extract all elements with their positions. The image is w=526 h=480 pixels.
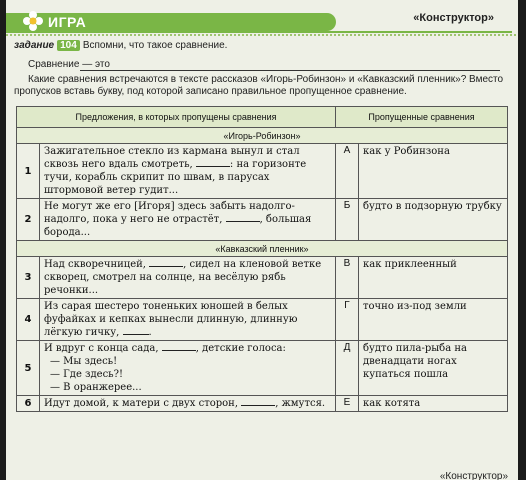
sentence-text: , детские голоса:: [195, 343, 286, 354]
sentence-cell: [40, 396, 336, 412]
option-letter: А: [336, 144, 359, 199]
header-line: [6, 31, 512, 33]
col2-header: Пропущенные сравнения: [336, 107, 508, 128]
option-text: как котята: [359, 396, 508, 412]
sentence-text: Из сарая шестеро тоненьких юношей в белых фуфайках и кепках вынесли длинную, длинную лёгкую гичку,: [44, 301, 298, 338]
option-text: будто в подзорную трубку: [359, 199, 508, 241]
sentence-cell: [40, 341, 336, 396]
sentence-text: Над скворечницей,: [44, 259, 146, 270]
question-text: Какие сравнения встречаются в тексте рассказов «Игорь-Робинзон» и «Кавказский пленник»? Вместо пропусков вставь букву, под которой записано правильное пропущенное сравнение.: [14, 74, 504, 97]
definition-answer-line[interactable]: [80, 70, 500, 71]
row-number: 4: [17, 299, 40, 341]
workbook-page: [6, 0, 518, 480]
sentence-text: Идут домой, к матери с двух сторон,: [44, 398, 239, 409]
row-number: 2: [17, 199, 40, 241]
blank-field[interactable]: [196, 158, 230, 167]
sentence-cell: [40, 257, 336, 299]
sentence-text: , большая борода...: [44, 214, 312, 238]
task-instruction: Вспомни, что такое сравнение.: [82, 40, 228, 51]
flower-icon: [22, 10, 44, 32]
option-letter: Е: [336, 396, 359, 412]
col1-header: Предложения, в которых пропущены сравнения: [17, 107, 336, 128]
blank-field[interactable]: [241, 397, 275, 406]
blank-field[interactable]: [162, 342, 196, 351]
sentence-text: Не могут же его [Игоря] здесь забыть надолго-надолго, пока у него не отрастёт,: [44, 201, 295, 225]
sentence-text: И вдруг с конца сада,: [44, 343, 159, 354]
task-number: 104: [57, 40, 80, 51]
row-number: 1: [17, 144, 40, 199]
dialog-line: — Где здесь?!: [50, 369, 124, 380]
option-text: точно из-под земли: [359, 299, 508, 341]
sentence-text: , жмутся.: [275, 398, 326, 409]
row-number: 6: [17, 396, 40, 412]
option-letter: Д: [336, 341, 359, 396]
option-text: будто пила-рыба на двенадцати ногах купаться пошла: [359, 341, 508, 396]
sentence-cell: [40, 199, 336, 241]
sentence-text: : на горизонте тучи, корабль скрипит по швам, в парусах штормовой ветер гудит...: [44, 159, 307, 196]
option-letter: В: [336, 257, 359, 299]
dialog-line: — Мы здесь!: [50, 356, 118, 367]
row-number: 5: [17, 341, 40, 396]
section-title: «Игорь-Робинзон»: [17, 128, 508, 144]
blank-field[interactable]: [123, 326, 149, 335]
row-number: 3: [17, 257, 40, 299]
game-label: ИГРА: [48, 14, 87, 30]
option-letter: Г: [336, 299, 359, 341]
table-row: [17, 257, 508, 299]
constructor-tag: «Конструктор»: [413, 12, 494, 24]
blank-field[interactable]: [149, 258, 183, 267]
definition-label: Сравнение — это: [28, 59, 110, 70]
dotted-divider: [6, 34, 518, 36]
task-word: задание: [14, 40, 55, 51]
sentence-cell: [40, 299, 336, 341]
comparison-table: [16, 106, 508, 412]
sentence-text: , сидел на кленовой ветке скворец, смотрел на солнце, на весёлую рябь речонки...: [44, 259, 322, 296]
option-text: как у Робинзона: [359, 144, 508, 199]
table-row: [17, 396, 508, 412]
blank-field[interactable]: [226, 213, 260, 222]
sentence-cell: [40, 144, 336, 199]
table-row: [17, 199, 508, 241]
table-row: [17, 144, 508, 199]
footer-tag: «Конструктор»: [439, 471, 508, 480]
option-text: как приклеенный: [359, 257, 508, 299]
dialog-line: — В оранжерее...: [50, 382, 142, 393]
game-header: [6, 10, 512, 32]
table-row: [17, 299, 508, 341]
task-line: [14, 40, 227, 51]
section-title: «Кавказский пленник»: [17, 241, 508, 257]
sentence-text: .: [148, 327, 152, 338]
sentence-text: Зажигательное стекло из кармана вынул и стал сквозь него вдаль смотреть,: [44, 146, 300, 170]
option-letter: Б: [336, 199, 359, 241]
table-row: [17, 341, 508, 396]
